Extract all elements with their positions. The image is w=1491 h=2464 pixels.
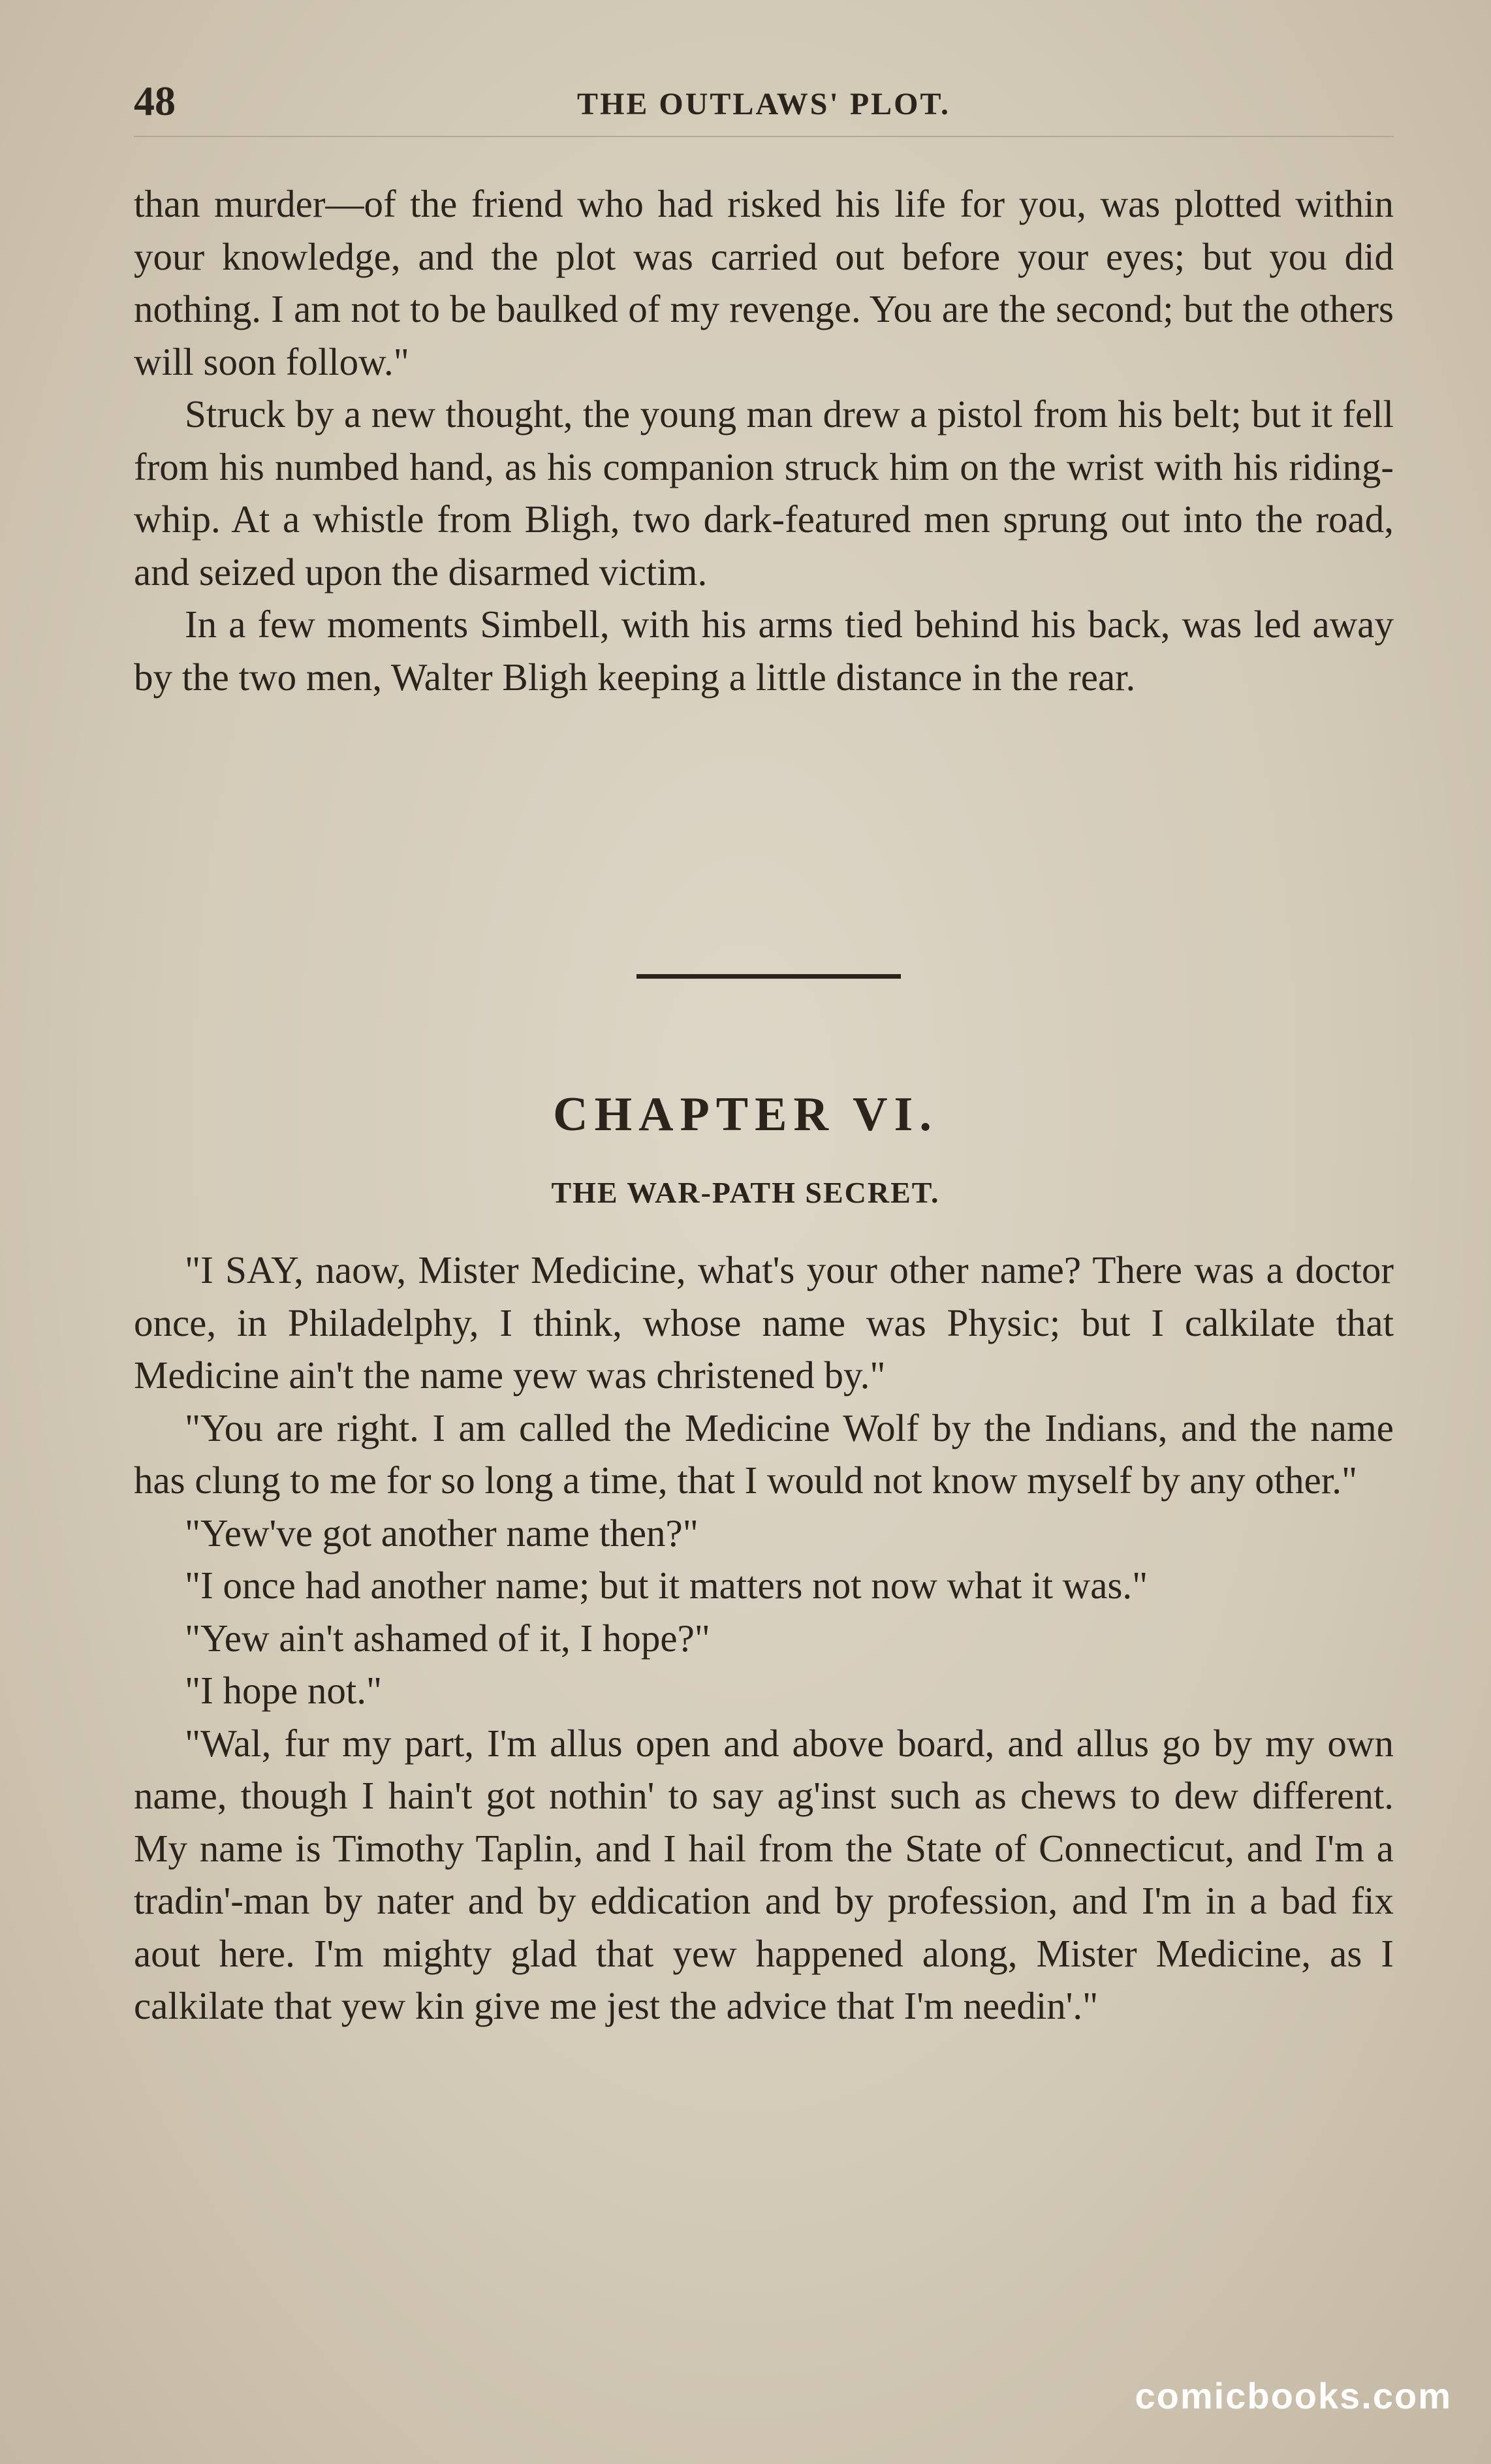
paragraph: "I hope not.": [185, 1669, 383, 1712]
running-head: [134, 77, 1394, 129]
chapter-text-block: [134, 1244, 1394, 2032]
paragraph: "Wal, fur my part, I'm allus open and above board, and allus go by my own name, though I hain't got nothin' to say ag'inst such as chews to dew different. My name is Timothy Taplin, and I hail from the State of Connecticut, and I'm a tradin'-man by nater and by eddication and by profession, and I'm in a bad fix aout here. I'm mighty glad that yew happened along, Mister Medicine, as I calkilate that yew kin give me jest the advice that I'm needin'.": [134, 1721, 1394, 2027]
paragraph: Struck by a new thought, the young man drew a pistol from his belt; but it fell from his numbed hand, as his companion struck him on the wrist with his riding-whip. At a whistle from Bligh, two dark-featured men sprung out into the road, and seized upon the disarmed victim.: [134, 392, 1394, 593]
header-rule: [134, 136, 1394, 137]
paragraph: "I once had another name; but it matters not now what it was.": [185, 1564, 1148, 1607]
running-title: THE OUTLAWS' PLOT.: [577, 87, 950, 121]
paragraph: "I SAY, naow, Mister Medicine, what's your other name? There was a doctor once, in Philadelphy, I think, whose name was Physic; but I calkilate that Medicine ain't the name yew was christened by.": [134, 1248, 1394, 1397]
paragraph: In a few moments Simbell, with his arms tied behind his back, was led away by the two men, Walter Bligh keeping a little distance in the rear.: [134, 603, 1394, 699]
watermark: comicbooks.com: [1135, 2375, 1452, 2416]
paragraph: "You are right. I am called the Medicine Wolf by the Indians, and the name has clung to me for so long a time, that I would not know myself by any other.": [134, 1406, 1394, 1502]
paragraph: "Yew've got another name then?": [185, 1511, 698, 1555]
chapter-heading: CHAPTER VI.: [553, 1088, 938, 1141]
chapter-subtitle: THE WAR-PATH SECRET.: [551, 1176, 940, 1209]
section-divider: [636, 974, 901, 979]
paragraph: "Yew ain't ashamed of it, I hope?": [185, 1616, 710, 1660]
paragraph: than murder—of the friend who had risked his life for you, was plotted within your knowledge, and the plot was carried out before your eyes; but you did nothing. I am not to be baulked of my revenge. You are the second; but the others will soon follow.": [134, 182, 1394, 383]
body-text-block: [134, 178, 1394, 703]
page-number: 48: [134, 78, 176, 124]
